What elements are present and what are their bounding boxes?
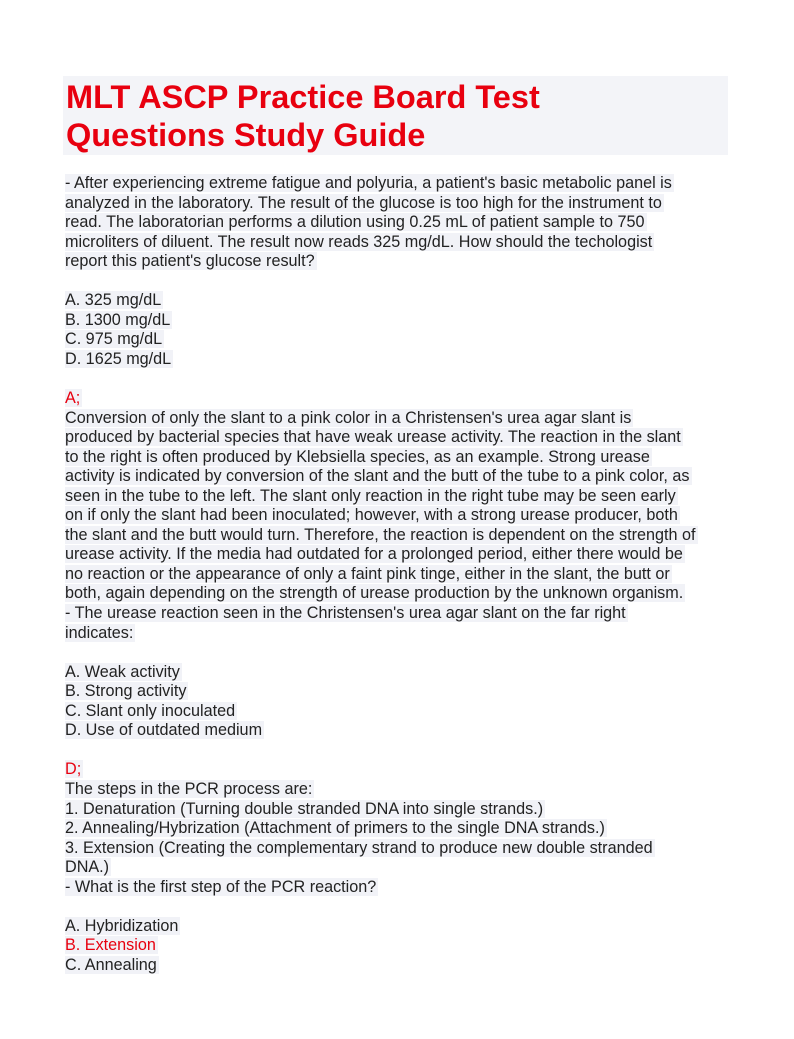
answer-option-text: D. 1625 mg/dL — [65, 349, 172, 368]
question-line-text: seen in the tube to the left. The slant only reaction in the right tube may be seen early — [65, 486, 676, 505]
page-title — [66, 78, 540, 154]
question-line — [65, 604, 745, 624]
question-line — [65, 565, 745, 585]
question-line-text: the slant and the butt would turn. Therefore, the reaction is dependent on the strength of — [65, 525, 696, 544]
question-line-text: - After experiencing extreme fatigue and polyuria, a patient's basic metabolic panel is — [65, 174, 672, 192]
question-line — [65, 428, 745, 448]
answer-key — [65, 760, 745, 780]
question-line-text: - The urease reaction seen in the Christensen's urea agar slant on the far right — [65, 604, 626, 623]
question-line-text: - What is the first step of the PCR reaction? — [65, 877, 377, 896]
question-line-text: The steps in the PCR process are: — [65, 779, 313, 798]
answer-option — [65, 291, 745, 311]
answer-key-text: D; — [65, 760, 82, 779]
question-line — [65, 584, 745, 604]
answer-option — [65, 956, 745, 976]
question-line-text: 2. Annealing/Hybrization (Attachment of primers to the single DNA strands.) — [65, 819, 605, 838]
answer-option-text: D. Use of outdated medium — [65, 721, 263, 740]
question-line — [65, 858, 745, 878]
question-line — [65, 526, 745, 546]
answer-option-text: B. Extension — [65, 936, 156, 955]
document-body — [65, 174, 745, 975]
question-line — [65, 252, 745, 272]
answer-option-text: A. 325 mg/dL — [65, 291, 162, 310]
answer-key — [65, 389, 745, 409]
answer-option — [65, 330, 745, 350]
question-line — [65, 409, 745, 429]
question-line-text: no reaction or the appearance of only a faint pink tinge, either in the slant, the butt or — [65, 564, 670, 583]
question-line-text: 1. Denaturation (Turning double stranded DNA into single strands.) — [65, 799, 544, 818]
answer-option — [65, 917, 745, 937]
question-line — [65, 780, 745, 800]
answer-option — [65, 721, 745, 741]
answer-option-text: C. Annealing — [65, 955, 157, 974]
blank-line — [65, 741, 745, 761]
answer-option — [65, 350, 745, 370]
question-line-text: both, again depending on the strength of urease production by the unknown organism. — [65, 584, 684, 603]
question-line-text: produced by bacterial species that have weak urease activity. The reaction in the slant — [65, 428, 681, 447]
question-line-text: on if only the slant had been inoculated; however, with a strong urease producer, both — [65, 506, 678, 525]
answer-option-text: C. 975 mg/dL — [65, 330, 163, 349]
question-line-text: read. The laboratorian performs a dilution using 0.25 mL of patient sample to 750 — [65, 213, 645, 232]
answer-option-text: C. Slant only inoculated — [65, 701, 236, 720]
question-line — [65, 545, 745, 565]
answer-option — [65, 702, 745, 722]
question-line-text: analyzed in the laboratory. The result of the glucose is too high for the instrument to — [65, 193, 662, 212]
question-line-text: 3. Extension (Creating the complementary strand to produce new double stranded — [65, 838, 653, 857]
answer-option — [65, 311, 745, 331]
question-line — [65, 506, 745, 526]
question-line — [65, 800, 745, 820]
question-line-text: Conversion of only the slant to a pink color in a Christensen's urea agar slant is — [65, 408, 632, 427]
question-line — [65, 233, 745, 253]
question-line-text: microliters of diluent. The result now reads 325 mg/dL. How should the techologist — [65, 232, 653, 251]
answer-option — [65, 663, 745, 683]
answer-option-text: A. Weak activity — [65, 662, 180, 681]
question-line-text: indicates: — [65, 623, 134, 642]
answer-option — [65, 682, 745, 702]
answer-key-text: A; — [65, 389, 81, 408]
question-line-text: DNA.) — [65, 858, 110, 877]
answer-option — [65, 936, 745, 956]
question-line — [65, 839, 745, 859]
title-line: MLT ASCP Practice Board Test — [66, 79, 540, 115]
blank-line — [65, 369, 745, 389]
answer-option-text: A. Hybridization — [65, 916, 179, 935]
question-line — [65, 624, 745, 644]
title-line: Questions Study Guide — [66, 117, 426, 153]
question-line — [65, 487, 745, 507]
question-line-text: to the right is often produced by Klebsiella species, as an example. Strong urease — [65, 447, 650, 466]
question-line-text: report this patient's glucose result? — [65, 252, 315, 271]
question-line — [65, 174, 745, 194]
question-line-text: urease activity. If the media had outdated for a prolonged period, either there would be — [65, 545, 683, 564]
answer-option-text: B. Strong activity — [65, 682, 187, 701]
answer-option-text: B. 1300 mg/dL — [65, 310, 171, 329]
blank-line — [65, 643, 745, 663]
question-line — [65, 878, 745, 898]
question-line — [65, 194, 745, 214]
blank-line — [65, 897, 745, 917]
question-line — [65, 467, 745, 487]
question-line — [65, 213, 745, 233]
question-line — [65, 819, 745, 839]
blank-line — [65, 272, 745, 292]
question-line-text: activity is indicated by conversion of the slant and the butt of the tube to a pink color, as — [65, 467, 690, 486]
question-line — [65, 448, 745, 468]
